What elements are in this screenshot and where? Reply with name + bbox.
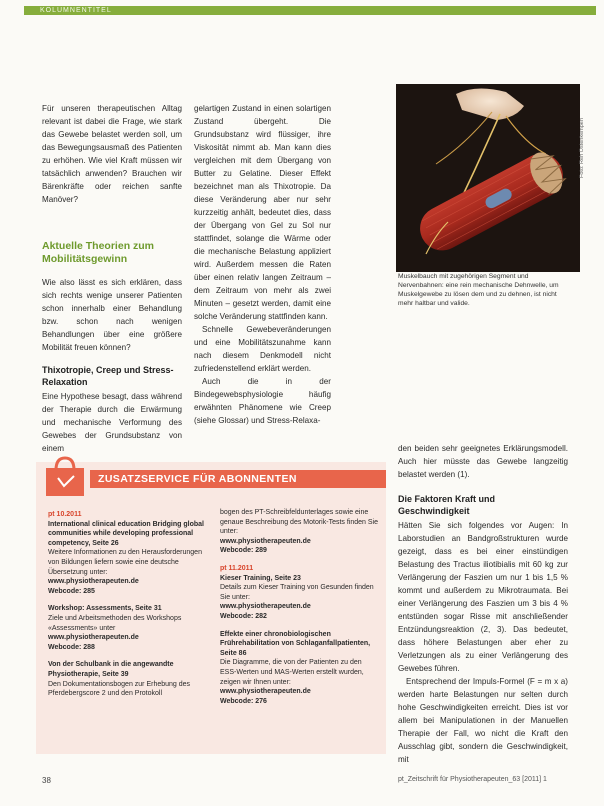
subscriber-service-box <box>36 462 386 754</box>
section-heading-theories: Aktuelle Theorien zum Mobilitätsgewinn <box>42 240 155 265</box>
website-link[interactable]: www.physiotherapeuten.de <box>48 634 139 642</box>
webcode: Webcode: 282 <box>220 612 267 620</box>
issue-label: pt 11.2011 <box>220 564 254 572</box>
page-number: 38 <box>42 776 51 785</box>
running-header: KOLUMNENTITEL <box>40 7 112 14</box>
entry-title: Effekte einer chronobiologischen Frührehabilitation von Schlaganfallpatienten, Seite 86 <box>220 630 371 657</box>
subheading-thixotropy: Thixotropie, Creep und Stress-Relaxation <box>42 365 174 387</box>
service-entry <box>220 630 378 707</box>
website-link[interactable]: www.physiotherapeuten.de <box>220 688 311 696</box>
box-column-left <box>48 508 206 707</box>
text-column-3 <box>398 442 568 766</box>
entry-title: Von der Schulbank in die angewandte Physiotherapie, Seite 39 <box>48 661 174 678</box>
website-link[interactable]: www.physiotherapeuten.de <box>48 578 139 586</box>
webcode: Webcode: 276 <box>220 697 267 705</box>
service-entry <box>48 510 206 596</box>
service-entry <box>48 660 206 698</box>
entry-text: Weitere Informationen zu den Herausforderungen von Bildungen liefern sowie eine deutsche Übersetzung unter: <box>48 549 202 576</box>
muscle-illustration <box>396 84 580 272</box>
webcode: Webcode: 289 <box>220 547 267 555</box>
figure-caption: Muskelbauch mit zugehörigen Segment und Nervenbahnen: eine rein mechanische Dehnwelle, um Muskelgewebe zu lösen dem und zu dehnen, ist nicht mehr haltbar und valide. <box>398 273 559 307</box>
service-entry <box>220 508 378 556</box>
paragraph: Wie also lässt es sich erklären, dass sich rechts wenige unserer Patienten schon innerhalb einer Behandlung bzw. schon nach wenigen Behandlungen über eine größere Mobilität freuen können? <box>42 278 182 352</box>
entry-title: Kieser Training, Seite 23 <box>220 574 301 582</box>
photo-credit: Foto: Reh Ostenkempen <box>579 118 585 178</box>
box-header <box>36 462 386 496</box>
journal-citation: pt_Zeitschrift für Physiotherapeuten_63 [2011] 1 <box>398 776 547 783</box>
service-entry <box>220 564 378 622</box>
entry-text: Die Diagramme, die von der Patienten zu den ESS-Werten und MAS-Werten erstellt wurden, zeigen wir Ihnen unter: <box>220 659 364 686</box>
entry-text: Details zum Kieser Training von Gesunden finden Sie unter: <box>220 584 374 601</box>
webcode: Webcode: 288 <box>48 643 95 651</box>
entry-title: International clinical education Bridging global communities while developing professional competency, Seite 26 <box>48 520 204 547</box>
paragraph: Schnelle Gewebeveränderungen und eine Mobilitätszunahme kann nach diesem Denkmodell nicht zufriedenstellend erklärt werden. <box>194 325 331 373</box>
text-column-1 <box>42 102 182 455</box>
top-color-bar <box>24 6 596 15</box>
entry-title: Workshop: Assessments, Seite 31 <box>48 605 162 613</box>
service-entry <box>48 604 206 652</box>
box-column-right <box>220 508 378 714</box>
issue-label: pt 10.2011 <box>48 511 82 518</box>
text-column-2 <box>194 102 331 427</box>
shopping-bag-icon <box>42 456 88 496</box>
website-link[interactable]: www.physiotherapeuten.de <box>220 537 311 545</box>
paragraph: Eine Hypothese besagt, dass während der Therapie durch die Erwärmung und mechanische Verformung des Gewebes der Grundsubstanz von einem <box>42 392 182 453</box>
paragraph: Entsprechend der Impuls-Formel (F = m x a) werden harte Belastungen nur selten durch hohe Geschwindigkeiten erreicht. Dies ist vor allem bei Manipulationen in der Manuellen Therapie der Fall, wo nicht die Kraft den Ausschlag gibt, sondern die Geschwindigkeit, mit <box>398 677 568 764</box>
entry-text: bogen des PT-Schreibfeldunterlages sowie eine genaue Beschreibung des Motorik-Tests finden Sie unter: <box>220 509 378 536</box>
paragraph: Hätten Sie sich folgendes vor Augen: In Laborstudien an Bandgroßstrukturen wurde gezeigt, dass es bei einer einstündigen Belastung des Tractus iliotibialis mit 60 kg zur Verlängerung der Faszien um nur 1 bis 1,5 % kommt und außerdem zu Mikrotraumata. Bei einer Verlängerung des Faszien um 3 bis 4 % entstünden sogar Risse mit anschließender Entzündungsreaktion (2, 3). Das bedeutet, dass höhere Belastungen aber eher zu Verletzungen als zu einer Verlängerung des Gewebes führen. <box>398 521 568 673</box>
paragraph: den beiden sehr geeignetes Erklärungsmodell. Auch hier müsste das Gewebe langzeitig belastet werden (1). <box>398 444 568 479</box>
webcode: Webcode: 285 <box>48 587 95 595</box>
paragraph: gelartigen Zustand in einen solartigen Zustand übergeht. Die Grundsubstanz wird flüssiger, ihre Viskosität nimmt ab. Man kann dies vergleichen mit dem Übergang von Butter zu Gelatine. Dieser Effekt bezeichnet man als Thixotropie. Da diese Veränderung aber nur sehr kurzzeitig anhält, bedeutet dies, dass der Übergang von Gel zu Sol nur stattfindet, solange die Wärme oder die mechanische Belastung appliziert wird. Außerdem messen die Raten über einen relativ langen Zeitraum – dem Zeitraum von mehr als zwei Minuten – gesetzt werden, damit eine solche Veränderung stattfinden kann. <box>194 104 331 321</box>
entry-text: Den Dokumentationsbogen zur Erhebung des Pferdebergscore 2 und den Protokoll <box>48 680 191 698</box>
subheading-force-speed: Die Faktoren Kraft und Geschwindigkeit <box>398 494 496 516</box>
entry-text: Ziele und Arbeitsmethoden des Workshops «Assessments» unter <box>48 614 182 632</box>
intro-paragraph: Für unseren therapeutischen Alltag relevant ist dabei die Frage, wie stark das Gewebe belastet werden soll, um das Bewegungsausmaß des Patienten zu erhöhen. Wie viel Kraft müssen wir tatsächlich anwenden? Brauchen wir Bärenkräfte oder reichen sanfte Manöver? <box>42 104 182 204</box>
box-title: ZUSATZSERVICE FÜR ABONNENTEN <box>98 473 297 485</box>
website-link[interactable]: www.physiotherapeuten.de <box>220 603 311 611</box>
paragraph: Auch die in der Bindegewebsphysiologie häufig erwähnten Phänomene wie Creep (siehe Glossar) und Stress-Relaxa- <box>194 377 331 425</box>
